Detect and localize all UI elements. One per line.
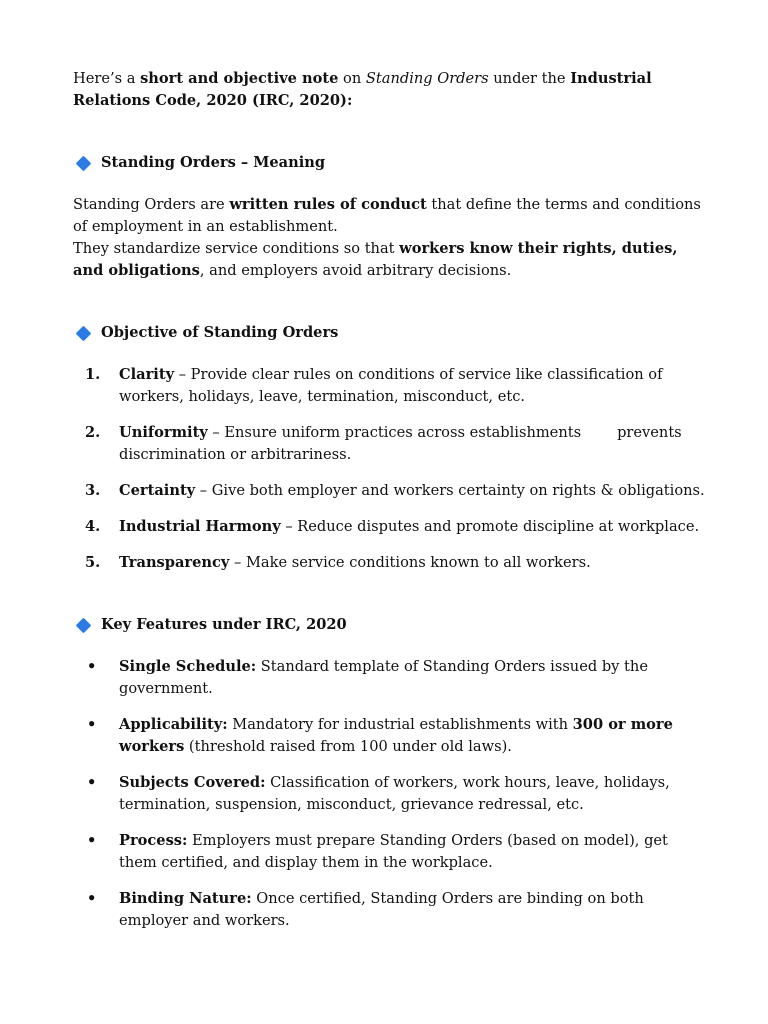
item-title: Transparency xyxy=(119,554,230,571)
text: , and employers avoid arbitrary decisions. xyxy=(199,262,512,279)
item-text: – Reduce disputes and promote discipline at workplace. xyxy=(280,518,700,535)
item-bold: 300 or more workers xyxy=(119,716,673,755)
objective-list xyxy=(73,364,708,574)
intro-text: on xyxy=(338,70,366,87)
item-number: 5. xyxy=(85,554,101,571)
list-item xyxy=(73,480,708,502)
intro-text: Here’s a xyxy=(73,70,141,87)
heading-text: Standing Orders – Meaning xyxy=(101,154,326,171)
text: that define the terms and conditions of employment in an establishment. xyxy=(73,196,701,235)
meaning-line-1 xyxy=(73,194,708,238)
item-title: Binding Nature: xyxy=(119,890,252,907)
item-text: (threshold raised from 100 under old laws). xyxy=(184,738,512,755)
blue-diamond-icon xyxy=(76,617,92,633)
list-item xyxy=(73,656,708,700)
intro-italic: Standing Orders xyxy=(365,70,489,87)
bullet-icon: • xyxy=(87,716,97,733)
item-number: 4. xyxy=(85,518,101,535)
bullet-icon: • xyxy=(87,890,97,907)
section-heading-meaning xyxy=(73,152,708,174)
blue-diamond-icon xyxy=(76,325,92,341)
section-heading-features xyxy=(73,614,708,636)
item-text: prevents discrimination or arbitrariness. xyxy=(119,424,682,463)
heading-text: Objective of Standing Orders xyxy=(101,324,339,341)
item-text: – Ensure uniform practices across establishments xyxy=(207,424,582,441)
text: They standardize service conditions so that xyxy=(73,240,400,257)
item-text: – Provide clear rules on conditions of service like classification of workers, holidays, leave, termination, misconduct, etc. xyxy=(119,366,663,405)
bullet-icon: • xyxy=(87,774,97,791)
intro-bold: short and objective note xyxy=(140,70,339,87)
item-text: – Make service conditions known to all workers. xyxy=(229,554,591,571)
item-number: 2. xyxy=(85,424,101,441)
list-item xyxy=(73,364,708,408)
item-text: Mandatory for industrial establishments with xyxy=(227,716,573,733)
meaning-line-2 xyxy=(73,238,708,282)
item-title: Applicability: xyxy=(119,716,228,733)
item-text: Classification of workers, work hours, leave, holidays, termination, suspension, misconduct, grievance redressal, etc. xyxy=(119,774,670,813)
bold-text: written rules of conduct xyxy=(229,196,427,213)
heading-text: Key Features under IRC, 2020 xyxy=(101,616,347,633)
list-item xyxy=(73,552,708,574)
bullet-icon: • xyxy=(87,658,97,675)
item-number: 3. xyxy=(85,482,101,499)
item-title: Certainty xyxy=(119,482,196,499)
section-heading-objective xyxy=(73,322,708,344)
list-item xyxy=(73,714,708,758)
bullet-icon: • xyxy=(87,832,97,849)
item-title: Uniformity xyxy=(119,424,208,441)
bold-text: workers know their rights, duties, and obligations xyxy=(73,240,678,279)
blue-diamond-icon xyxy=(76,155,92,171)
item-title: Clarity xyxy=(119,366,175,383)
list-item xyxy=(73,516,708,538)
item-title: Process: xyxy=(119,832,188,849)
intro-text: under the xyxy=(488,70,571,87)
intro-paragraph xyxy=(73,68,708,112)
features-list xyxy=(73,656,708,932)
item-number: 1. xyxy=(85,366,101,383)
meaning-paragraph xyxy=(73,194,708,282)
item-title: Industrial Harmony xyxy=(119,518,281,535)
list-item xyxy=(73,422,708,466)
item-text: – Give both employer and workers certainty on rights & obligations. xyxy=(195,482,705,499)
item-title: Subjects Covered: xyxy=(119,774,266,791)
list-item xyxy=(73,888,708,932)
intro-bold: Industrial Relations Code, 2020 (IRC, 2020): xyxy=(73,70,652,109)
list-item xyxy=(73,830,708,874)
text: Standing Orders are xyxy=(73,196,230,213)
item-text: Once certified, Standing Orders are binding on both employer and workers. xyxy=(119,890,644,929)
list-item xyxy=(73,772,708,816)
item-text: Standard template of Standing Orders issued by the government. xyxy=(119,658,648,697)
item-title: Single Schedule: xyxy=(119,658,257,675)
item-text: Employers must prepare Standing Orders (based on model), get them certified, and display them in the workplace. xyxy=(119,832,668,871)
